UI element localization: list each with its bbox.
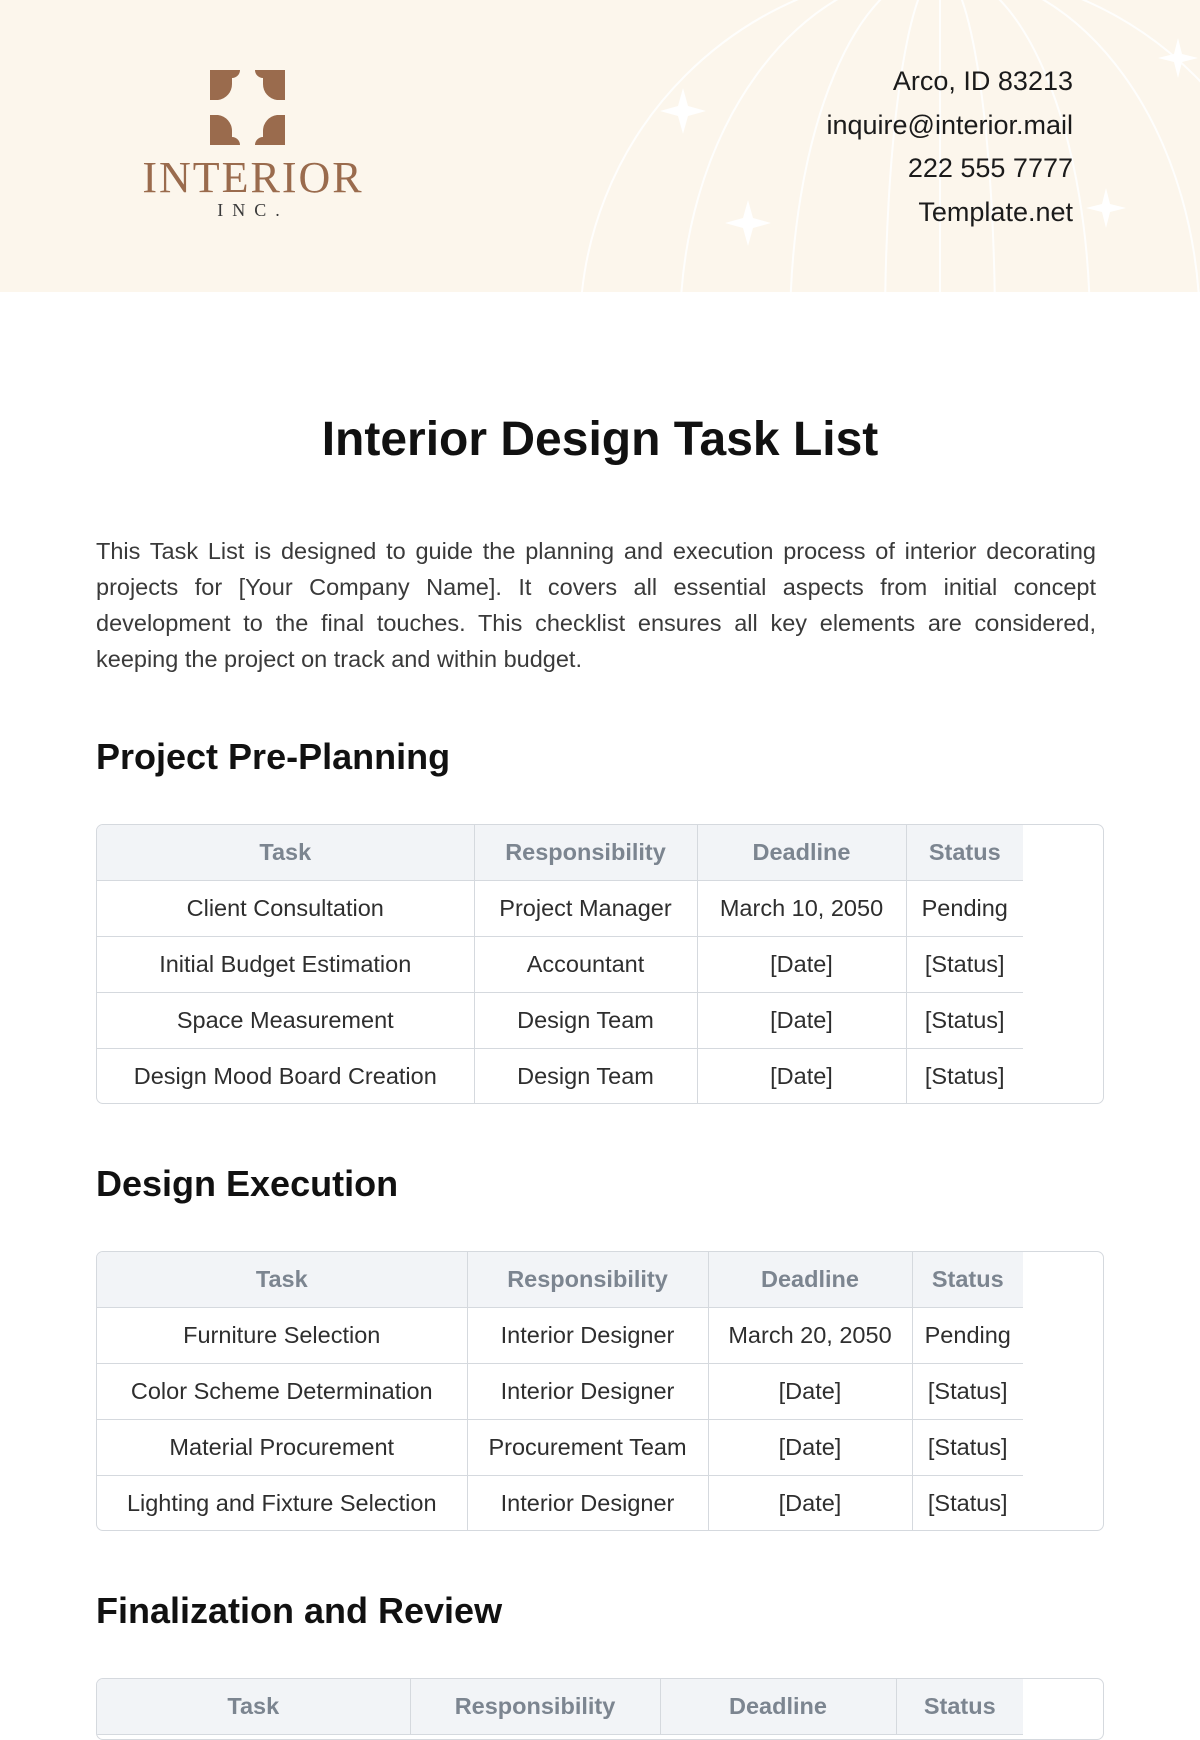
task-table-design-execution: [96, 1251, 1104, 1531]
logo-subtitle: INC.: [217, 200, 289, 220]
status-cell: [Status]: [906, 993, 1023, 1049]
logo-wordmark: INTERIOR: [142, 153, 364, 202]
deadline-cell: [Date]: [697, 1049, 906, 1105]
column-header-deadline: Deadline: [708, 1252, 912, 1308]
header-banner: [0, 0, 1200, 292]
table-header-row: [97, 1679, 1023, 1735]
table-header-row: [97, 825, 1023, 881]
column-header-deadline: Deadline: [660, 1679, 896, 1735]
deadline-cell: [Date]: [708, 1364, 912, 1420]
status-cell: [Status]: [906, 937, 1023, 993]
table-row: [97, 1476, 1023, 1532]
responsibility-cell: Design Team: [474, 993, 697, 1049]
column-header-responsibility: Responsibility: [467, 1252, 708, 1308]
task-table-finalization-review: [96, 1678, 1104, 1740]
contact-address: Arco, ID 83213: [892, 66, 1073, 96]
deadline-cell: [Date]: [697, 993, 906, 1049]
table-row: [97, 881, 1023, 937]
table-row: [97, 993, 1023, 1049]
deadline-cell: [Date]: [708, 1476, 912, 1532]
table-row: [97, 1049, 1023, 1105]
contact-phone: 222 555 7777: [907, 153, 1073, 183]
contact-website[interactable]: Template.net: [918, 196, 1073, 227]
deadline-cell: [Date]: [697, 937, 906, 993]
task-cell: Lighting and Fixture Selection: [97, 1476, 467, 1532]
responsibility-cell: Interior Designer: [467, 1364, 708, 1420]
column-header-responsibility: Responsibility: [474, 825, 697, 881]
deadline-cell: March 10, 2050: [697, 881, 906, 937]
section-title-pre-planning: Project Pre-Planning: [96, 736, 451, 777]
table-header-row: [97, 1252, 1023, 1308]
company-logo: [118, 70, 388, 230]
responsibility-cell: Interior Designer: [467, 1308, 708, 1364]
column-header-deadline: Deadline: [697, 825, 906, 881]
task-cell: Material Procurement: [97, 1420, 467, 1476]
status-cell: Pending: [912, 1308, 1023, 1364]
responsibility-cell: Accountant: [474, 937, 697, 993]
column-header-status: Status: [912, 1252, 1023, 1308]
contact-email[interactable]: inquire@interior.mail: [826, 109, 1073, 140]
column-header-responsibility: Responsibility: [410, 1679, 660, 1735]
responsibility-cell: Design Team: [474, 1049, 697, 1105]
status-cell: Pending: [906, 881, 1023, 937]
task-cell: Furniture Selection: [97, 1308, 467, 1364]
responsibility-cell: Interior Designer: [467, 1476, 708, 1532]
column-header-task: Task: [97, 1252, 467, 1308]
task-cell: Color Scheme Determination: [97, 1364, 467, 1420]
task-table-pre-planning: [96, 824, 1104, 1104]
responsibility-cell: Procurement Team: [467, 1420, 708, 1476]
task-cell: Initial Budget Estimation: [97, 937, 474, 993]
section-title-design-execution: Design Execution: [96, 1163, 399, 1204]
column-header-task: Task: [97, 825, 474, 881]
responsibility-cell: Project Manager: [474, 881, 697, 937]
section-title-finalization-review: Finalization and Review: [96, 1590, 503, 1631]
status-cell: [Status]: [912, 1420, 1023, 1476]
deadline-cell: March 20, 2050: [708, 1308, 912, 1364]
column-header-status: Status: [896, 1679, 1023, 1735]
column-header-task: Task: [97, 1679, 410, 1735]
table-row: [97, 1364, 1023, 1420]
logo-mark-icon: [210, 70, 285, 145]
task-cell: Design Mood Board Creation: [97, 1049, 474, 1105]
contact-info: [826, 60, 1073, 234]
status-cell: [Status]: [912, 1364, 1023, 1420]
task-cell: Client Consultation: [97, 881, 474, 937]
status-cell: [Status]: [924, 1063, 1005, 1089]
table-row: [97, 937, 1023, 993]
task-cell: Space Measurement: [97, 993, 474, 1049]
column-header-status: Status: [906, 825, 1023, 881]
table-row: [97, 1420, 1023, 1476]
document-title: Interior Design Task List: [321, 413, 879, 466]
deadline-cell: [Date]: [708, 1420, 912, 1476]
table-row: [97, 1308, 1023, 1364]
status-cell: [Status]: [927, 1490, 1008, 1516]
intro-paragraph: This Task List is designed to guide the planning and execution process of interior decorating projects for [Your Company Name]. It covers all essential aspects from initial concept development to the final touches. This checklist ensures all key elements are considered, keeping the project on track and within budget.: [96, 538, 1096, 672]
